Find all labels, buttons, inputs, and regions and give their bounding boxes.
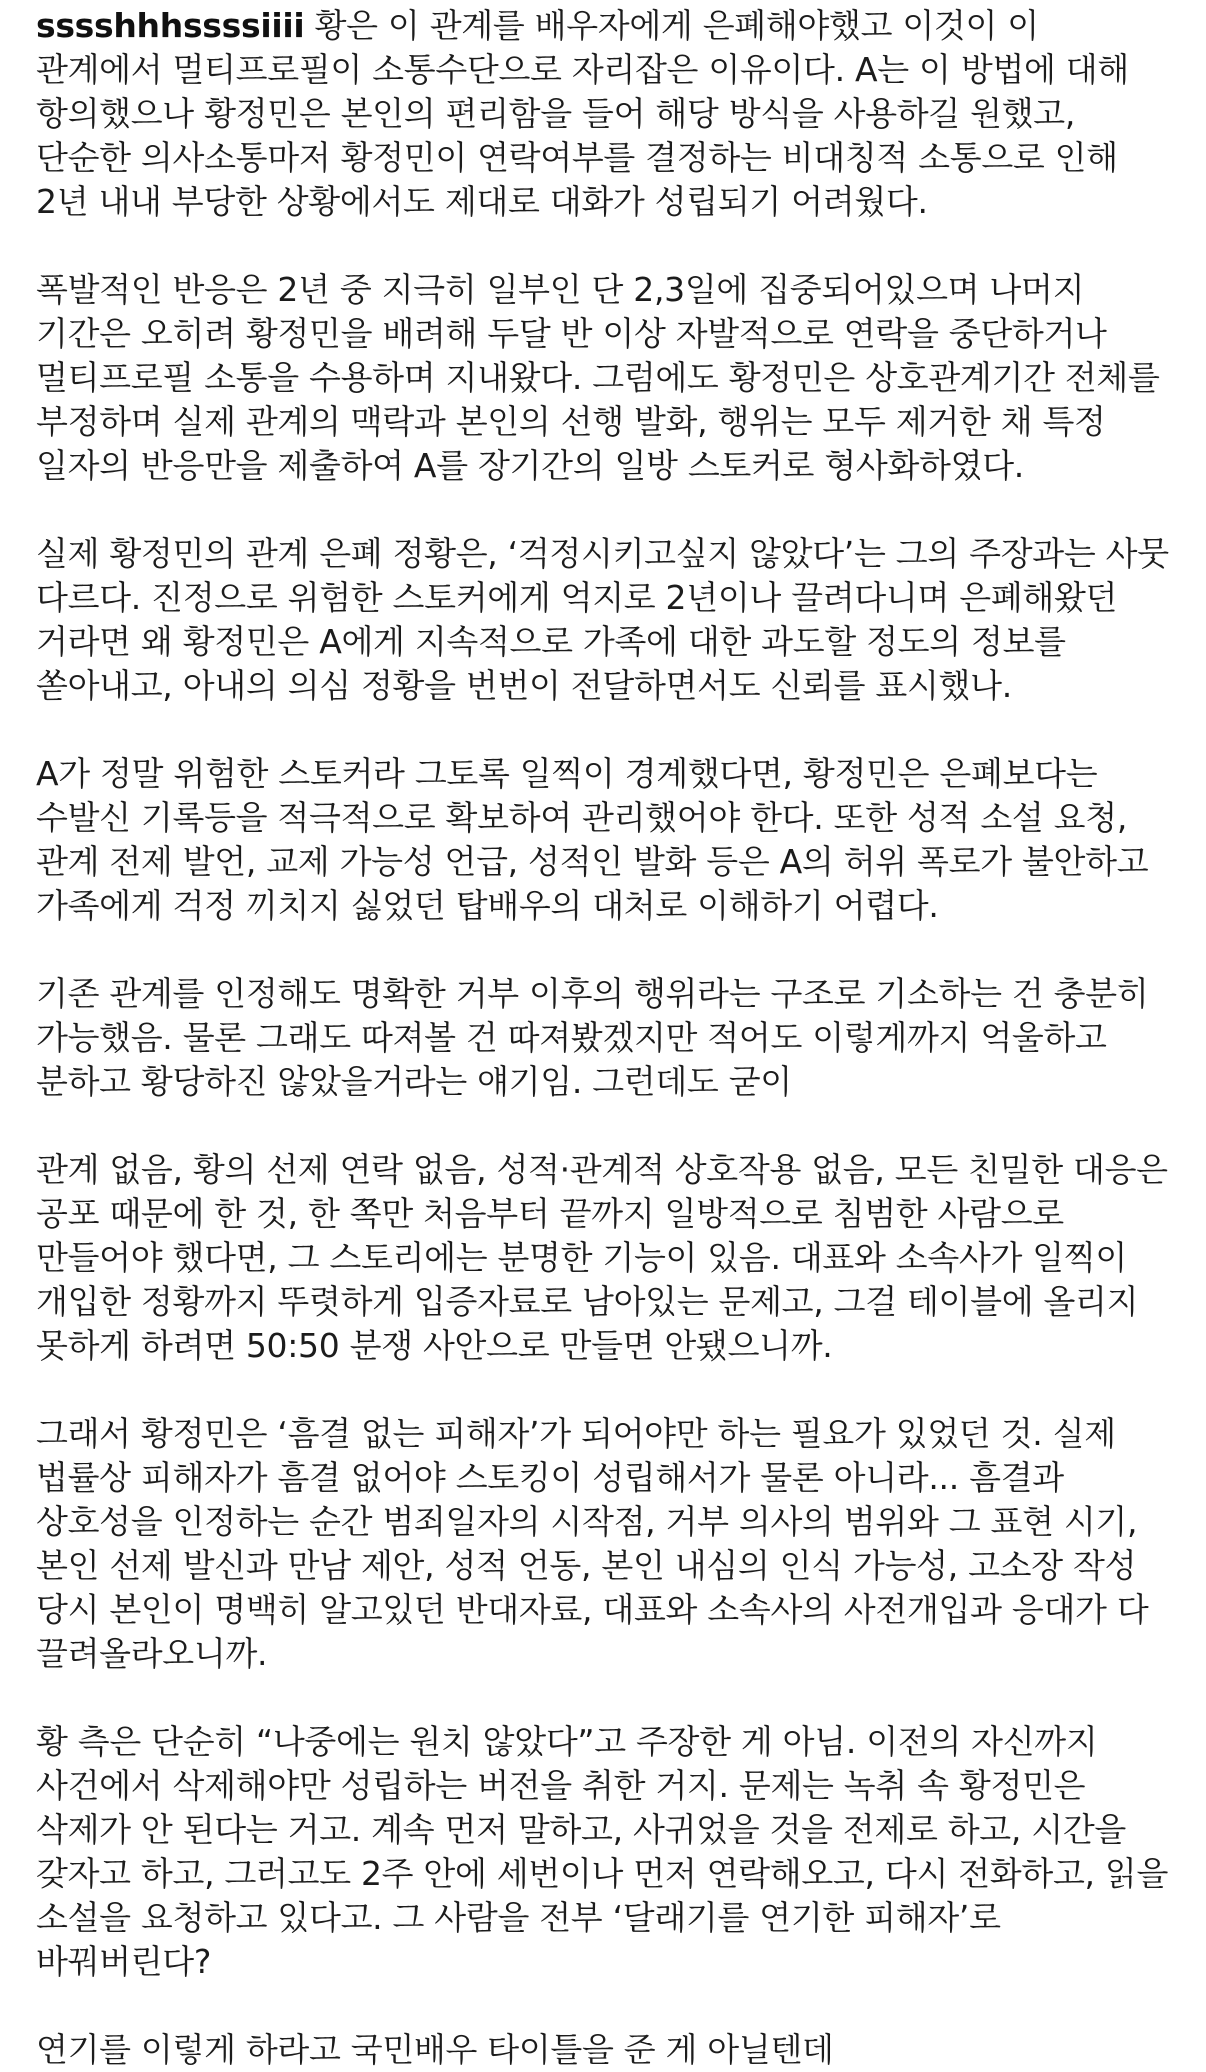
post-paragraph-8: 황 측은 단순히 “나중에는 원치 않았다”고 주장한 게 아님. 이전의 자신까지 사건에서 삭제해야만 성립하는 버전을 취한 거지. 문제는 녹취 속 황정민은 삭제가 안 된다는 거고. 계속 먼저 말하고, 사귀었을 것을 전제로 하고, 시간을 갖자고 하고, 그러고도 2주 안에 세번이나 먼저 연락해오고, 다시 전화하고, 읽을 소설을 요청하고 있다고. 그 사람을 전부 ‘달래기를 연기한 피해자’로 바꿔버린다? bbox=[36, 1722, 1169, 1981]
post-paragraph-5: 기존 관계를 인정해도 명확한 거부 이후의 행위라는 구조로 기소하는 건 충분히 가능했음. 물론 그래도 따져볼 건 따져봤겠지만 적어도 이렇게까지 억울하고 분하고 황당하진 않았을거라는 얘기임. 그런데도 굳이 bbox=[36, 974, 1149, 1101]
post-paragraph-1 bbox=[36, 4, 1170, 224]
post-paragraph-4: A가 정말 위험한 스토커라 그토록 일찍이 경계했다면, 황정민은 은폐보다는 수발신 기록등을 적극적으로 확보하여 관리했어야 한다. 또한 성적 소설 요청, 관계 전제 발언, 교제 가능성 언급, 성적인 발화 등은 A의 허위 폭로가 불안하고 가족에게 걱정 끼치지 싫었던 탑배우의 대처로 이해하기 어렵다. bbox=[36, 754, 1149, 925]
post-paragraph-9: 연기를 이렇게 하라고 국민배우 타이틀을 준 게 아닐텐데 bbox=[36, 2030, 834, 2069]
post-paragraph-2: 폭발적인 반응은 2년 중 지극히 일부인 단 2,3일에 집중되어있으며 나머지 기간은 오히려 황정민을 배려해 두달 반 이상 자발적으로 연락을 중단하거나 멀티프로필 소통을 수용하며 지내왔다. 그럼에도 황정민은 상호관계기간 전체를 부정하며 실제 관계의 맥락과 본인의 선행 발화, 행위는 모두 제거한 채 특정 일자의 반응만을 제출하여 A를 장기간의 일방 스토커로 형사화하였다. bbox=[36, 270, 1160, 485]
post-body bbox=[36, 0, 1170, 2072]
post-paragraph-7: 그래서 황정민은 ‘흠결 없는 피해자’가 되어야만 하는 필요가 있었던 것. 실제 법률상 피해자가 흠결 없어야 스토킹이 성립해서가 물론 아니라... 흠결과 상호성을 인정하는 순간 범죄일자의 시작점, 거부 의사의 범위와 그 표현 시기, 본인 선제 발신과 만남 제안, 성적 언동, 본인 내심의 인식 가능성, 고소장 작성 당시 본인이 명백히 알고있던 반대자료, 대표와 소속사의 사전개입과 응대가 다 끌려올라오니까. bbox=[36, 1414, 1149, 1673]
post-paragraph-3: 실제 황정민의 관계 은폐 정황은, ‘걱정시키고싶지 않았다’는 그의 주장과는 사뭇 다르다. 진정으로 위험한 스토커에게 억지로 2년이나 끌려다니며 은폐해왔던 거라면 왜 황정민은 A에게 지속적으로 가족에 대한 과도할 정도의 정보를 쏟아내고, 아내의 의심 정황을 번번이 전달하면서도 신뢰를 표시했나. bbox=[36, 534, 1169, 705]
post-username[interactable]: sssshhhssssiiii bbox=[36, 6, 305, 45]
post-paragraph-6: 관계 없음, 황의 선제 연락 없음, 성적·관계적 상호작용 없음, 모든 친밀한 대응은 공포 때문에 한 것, 한 쪽만 처음부터 끝까지 일방적으로 침범한 사람으로 만들어야 했다면, 그 스토리에는 분명한 기능이 있음. 대표와 소속사가 일찍이 개입한 정황까지 뚜렷하게 입증자료로 남아있는 문제고, 그걸 테이블에 올리지 못하게 하려면 50:50 분쟁 사안으로 만들면 안됐으니까. bbox=[36, 1150, 1168, 1365]
paragraph-text: 황은 이 관계를 배우자에게 은폐해야했고 이것이 이 관계에서 멀티프로필이 소통수단으로 자리잡은 이유이다. A는 이 방법에 대해 항의했으나 황정민은 본인의 편리함을 들어 해당 방식을 사용하길 원했고, 단순한 의사소통마저 황정민이 연락여부를 결정하는 비대칭적 소통으로 인해 2년 내내 부당한 상황에서도 제대로 대화가 성립되기 어려웠다. bbox=[36, 6, 1129, 221]
